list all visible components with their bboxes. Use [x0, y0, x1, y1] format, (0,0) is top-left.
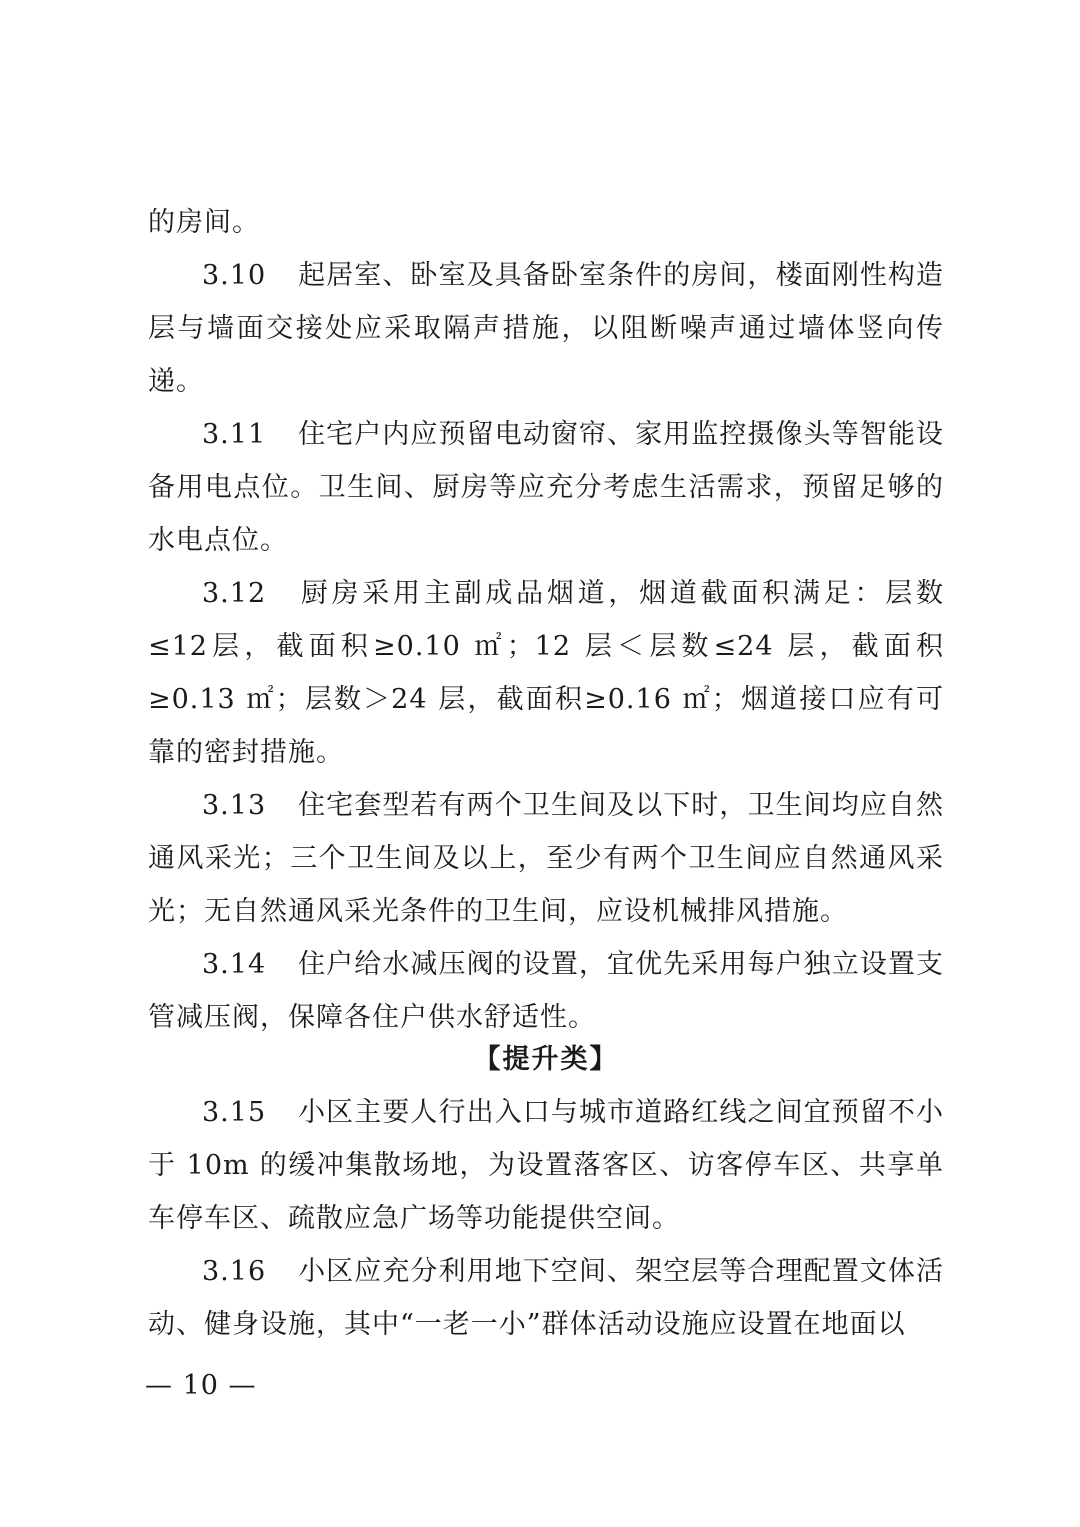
clause-number: 3.13	[202, 790, 267, 821]
clause-3-10	[148, 249, 944, 408]
clause-number: 3.11	[202, 419, 267, 450]
section-heading: 【提升类】	[473, 1044, 619, 1075]
paragraph-continuation	[148, 196, 944, 249]
paragraph-text: 的房间。	[148, 207, 260, 238]
clause-3-11	[148, 408, 944, 567]
clause-text: 住户给水减压阀的设置，宜优先采用每户独立设置支管减压阀，保障各住户供水舒适性。	[148, 949, 944, 1033]
clause-number: 3.12	[202, 578, 267, 609]
clause-text: 住宅户内应预留电动窗帘、家用监控摄像头等智能设备用电点位。卫生间、厨房等应充分考虑生活需求，预留足够的水电点位。	[148, 419, 944, 556]
upper-clauses	[148, 196, 944, 1044]
clause-number: 3.15	[202, 1097, 267, 1128]
clause-3-14	[148, 938, 944, 1044]
page-number: — 10 —	[145, 1370, 257, 1401]
clause-3-12	[148, 567, 944, 779]
clause-3-16	[148, 1245, 944, 1351]
lower-clauses	[148, 1086, 944, 1351]
clause-text: 住宅套型若有两个卫生间及以下时，卫生间均应自然通风采光；三个卫生间及以上，至少有两个卫生间应自然通风采光；无自然通风采光条件的卫生间，应设机械排风措施。	[148, 790, 944, 927]
clause-3-13	[148, 779, 944, 938]
clause-text: 小区主要人行出入口与城市道路红线之间宜预留不小于 10m 的缓冲集散场地，为设置落客区、访客停车区、共享单车停车区、疏散应急广场等功能提供空间。	[148, 1097, 944, 1234]
clause-text: 起居室、卧室及具备卧室条件的房间，楼面刚性构造层与墙面交接处应采取隔声措施，以阻断噪声通过墙体竖向传递。	[148, 260, 944, 397]
clause-number: 3.14	[202, 949, 267, 980]
clause-text: 小区应充分利用地下空间、架空层等合理配置文体活动、健身设施，其中“一老一小”群体活动设施应设置在地面以	[148, 1256, 944, 1340]
clause-3-15	[148, 1086, 944, 1245]
clause-number: 3.10	[202, 260, 267, 291]
clause-number: 3.16	[202, 1256, 267, 1287]
clause-text: 厨房采用主副成品烟道，烟道截面积满足：层数≤12层，截面积≥0.10 ㎡；12 层＜层数≤24 层，截面积≥0.13 ㎡；层数＞24 层，截面积≥0.16 ㎡；烟道接口应有可靠的密封措施。	[148, 578, 944, 768]
